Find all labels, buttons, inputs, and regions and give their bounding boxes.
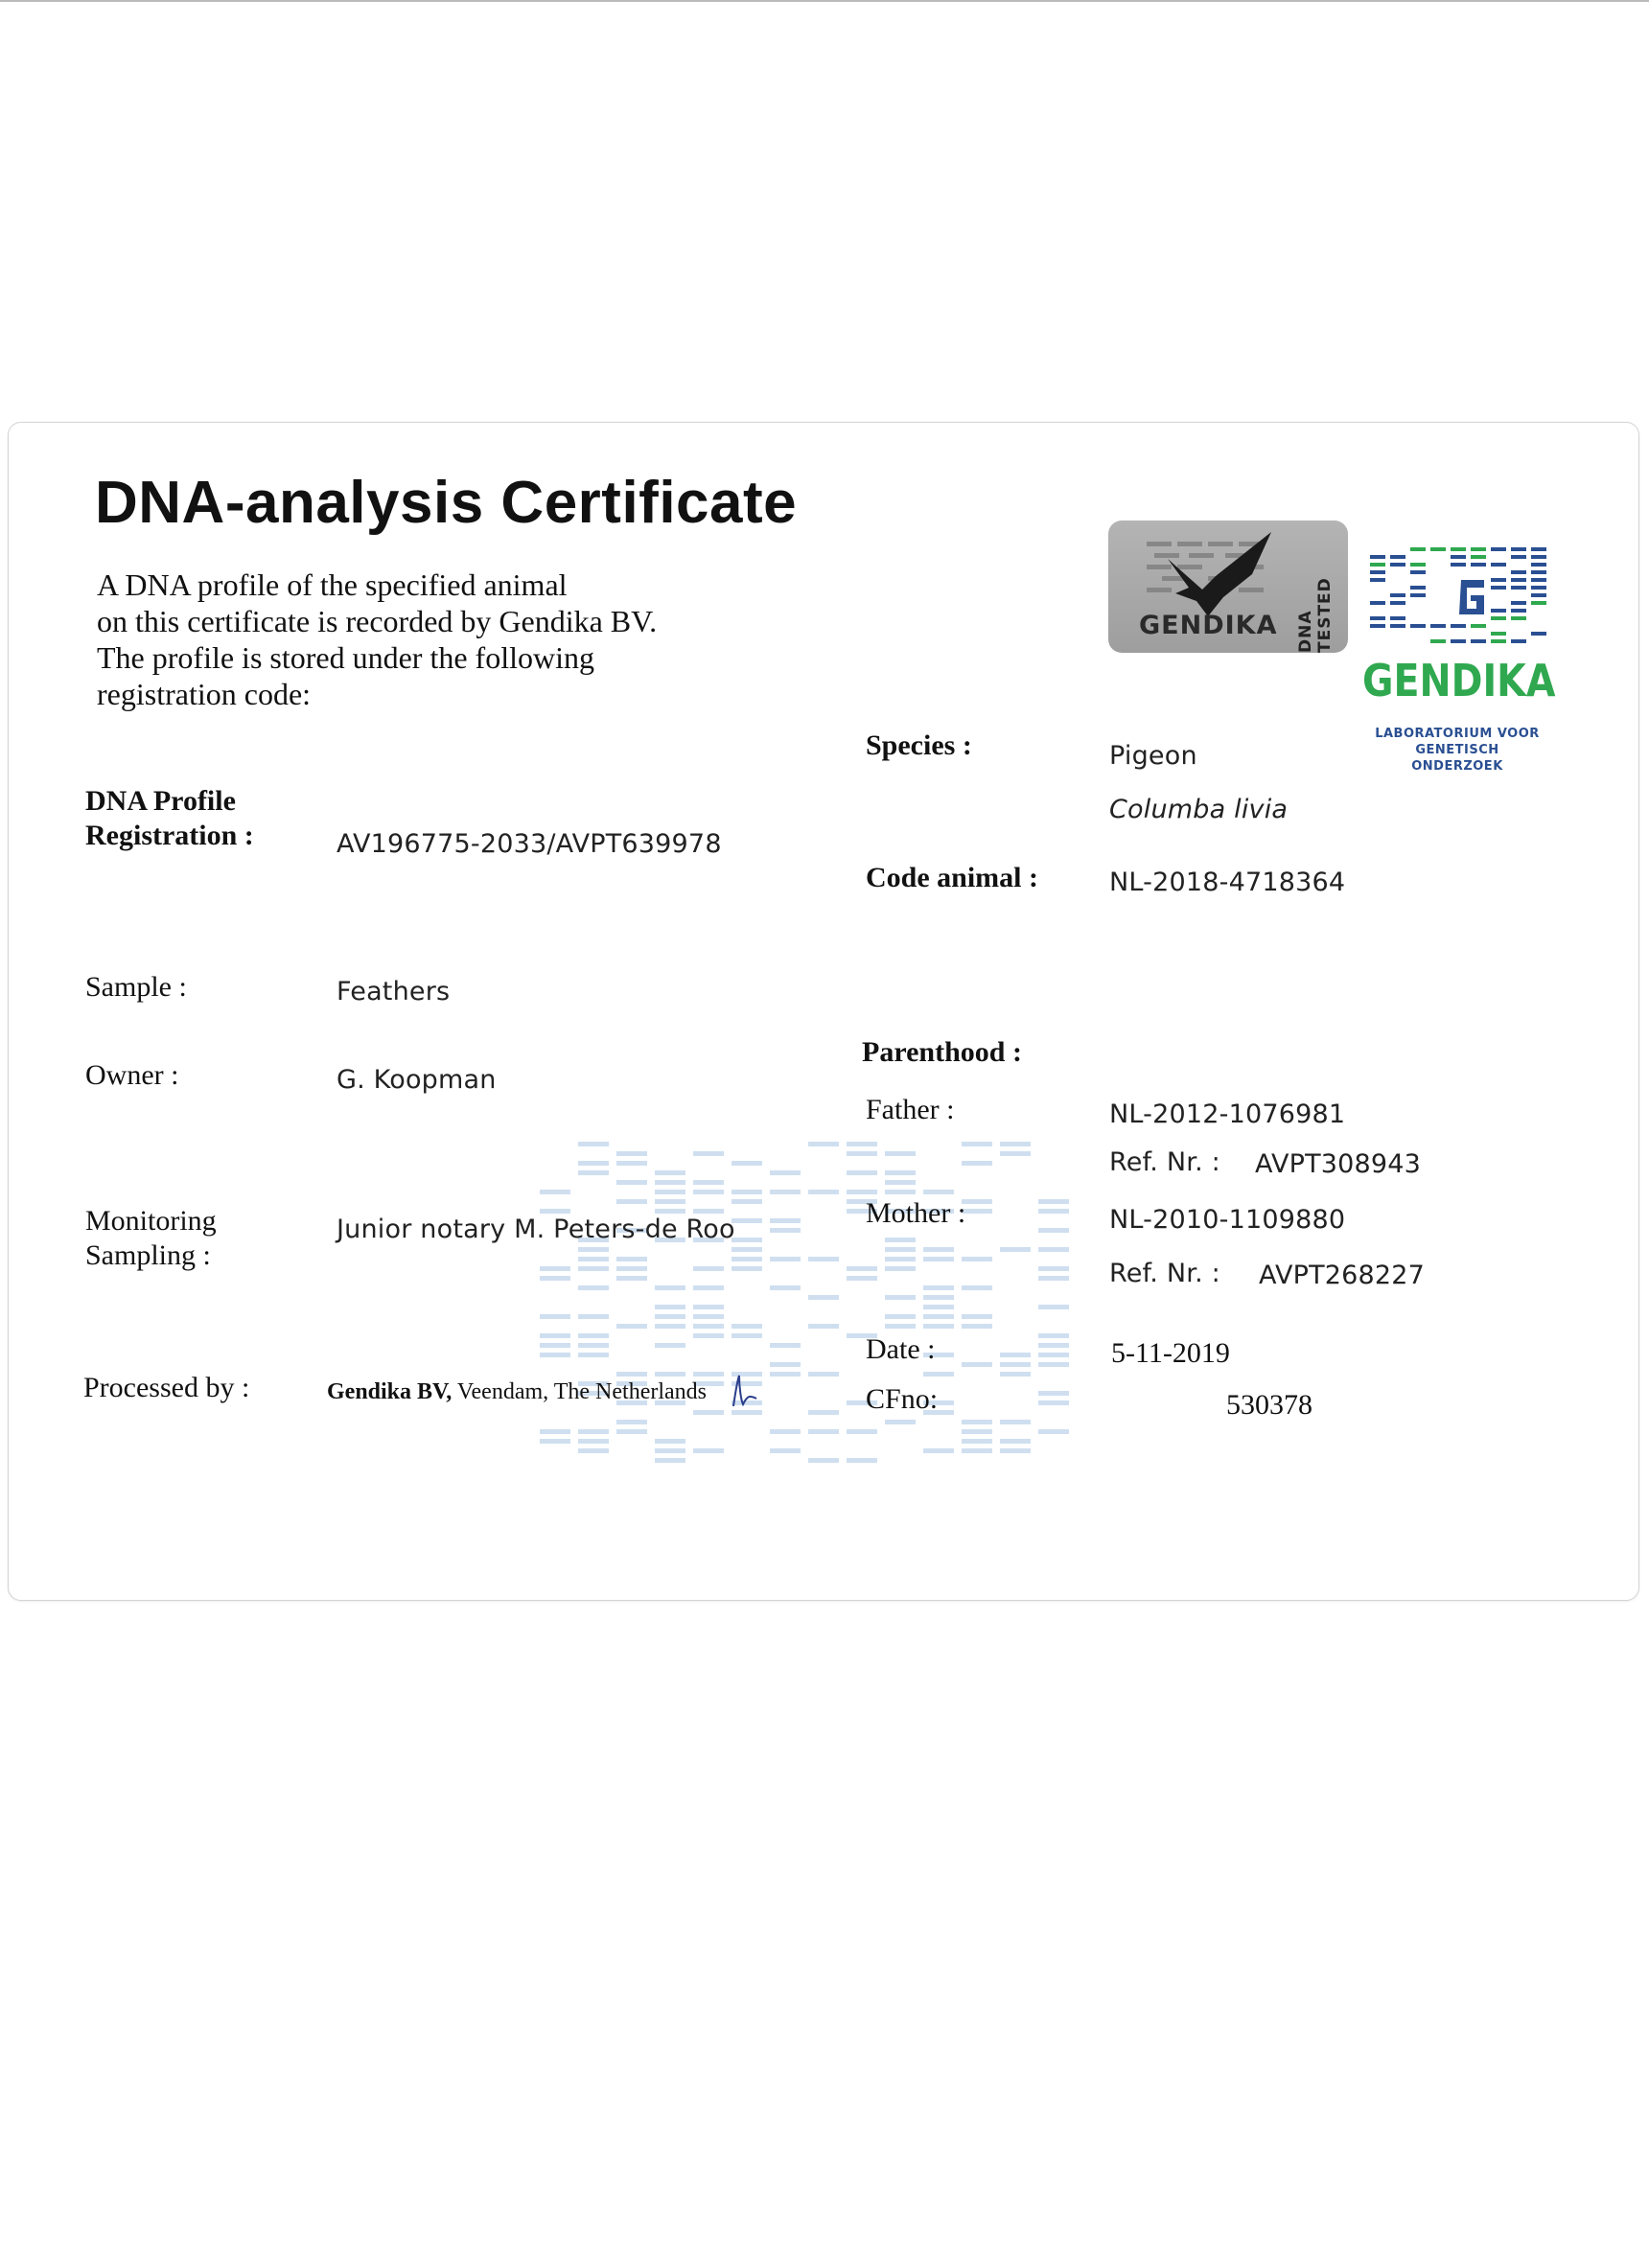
- watermark-bar: [732, 1247, 762, 1252]
- watermark-bar: [540, 1333, 570, 1338]
- watermark-bar: [962, 1314, 992, 1319]
- species-common-value: Pigeon: [1109, 741, 1197, 771]
- watermark-bar: [923, 1448, 954, 1453]
- watermark-bar: [693, 1410, 724, 1415]
- logo-bar: [1430, 624, 1446, 628]
- watermark-bar: [540, 1439, 570, 1444]
- watermark-bar: [962, 1161, 992, 1166]
- logo-bar: [1410, 624, 1426, 628]
- logo-bar: [1491, 609, 1506, 613]
- cfno-value: 530378: [1226, 1389, 1312, 1421]
- processed-label: Processed by :: [83, 1372, 250, 1403]
- logo-bar: [1390, 616, 1405, 620]
- logo-bar: [1471, 555, 1486, 559]
- certificate-title: DNA-analysis Certificate: [95, 470, 798, 536]
- watermark-bar: [808, 1324, 839, 1329]
- registration-value: AV196775-2033/AVPT639978: [337, 829, 722, 859]
- sample-value: Feathers: [337, 977, 451, 1007]
- watermark-bar: [732, 1190, 762, 1194]
- logo-bar: [1370, 578, 1385, 582]
- watermark-bar: [578, 1170, 609, 1175]
- watermark-bar: [693, 1180, 724, 1185]
- watermark-bar: [962, 1439, 992, 1444]
- watermark-bar: [1038, 1429, 1069, 1434]
- watermark-bar: [578, 1429, 609, 1434]
- watermark-bar: [770, 1228, 801, 1233]
- logo-bar: [1511, 601, 1526, 605]
- watermark-bar: [540, 1343, 570, 1348]
- processed-company: Gendika BV,: [327, 1379, 453, 1404]
- watermark-bar: [578, 1247, 609, 1252]
- sample-label: Sample :: [85, 971, 187, 1003]
- watermark-bar: [1000, 1247, 1031, 1252]
- watermark-bar: [962, 1324, 992, 1329]
- logo-bar: [1370, 601, 1385, 605]
- watermark-bar: [885, 1170, 916, 1175]
- logo-bar: [1370, 555, 1385, 559]
- watermark-bar: [616, 1180, 647, 1185]
- logo-bar: [1390, 563, 1405, 567]
- watermark-bar: [732, 1218, 762, 1223]
- watermark-bar: [540, 1209, 570, 1214]
- sampling-label: Sampling :: [85, 1239, 211, 1271]
- watermark-bar: [540, 1429, 570, 1434]
- logo-bar: [1511, 616, 1526, 620]
- watermark-bar: [847, 1276, 877, 1281]
- watermark-bar: [770, 1429, 801, 1434]
- watermark-bar: [655, 1285, 685, 1290]
- watermark-bar: [1000, 1372, 1031, 1377]
- watermark-bar: [962, 1362, 992, 1367]
- watermark-bar: [616, 1372, 647, 1377]
- watermark-bar: [885, 1247, 916, 1252]
- logo-bar: [1451, 563, 1466, 567]
- logo-bar: [1531, 578, 1546, 582]
- logo-bar: [1410, 593, 1426, 597]
- watermark-bar: [885, 1420, 916, 1424]
- watermark-bar: [962, 1257, 992, 1261]
- watermark-bar: [732, 1238, 762, 1242]
- mother-label: Mother :: [866, 1197, 966, 1229]
- father-value: NL-2012-1076981: [1109, 1099, 1346, 1129]
- watermark-bar: [616, 1266, 647, 1271]
- logo-bar: [1531, 632, 1546, 636]
- watermark-bar: [770, 1257, 801, 1261]
- watermark-bar: [655, 1209, 685, 1214]
- logo-bar: [1370, 563, 1385, 567]
- watermark-bar: [1038, 1228, 1069, 1233]
- watermark-bar: [923, 1314, 954, 1319]
- watermark-bar: [847, 1151, 877, 1156]
- watermark-bar: [962, 1448, 992, 1453]
- watermark-bar: [578, 1257, 609, 1261]
- logo-bar: [1410, 586, 1426, 590]
- watermark-bar: [1038, 1276, 1069, 1281]
- watermark-bar: [732, 1410, 762, 1415]
- watermark-bar: [923, 1247, 954, 1252]
- watermark-bar: [655, 1170, 685, 1175]
- watermark-bar: [655, 1314, 685, 1319]
- logo-bar: [1511, 578, 1526, 582]
- logo-bar: [1451, 547, 1466, 551]
- logo-bar: [1491, 632, 1506, 636]
- intro-line: on this certificate is recorded by Gendika BV.: [97, 604, 658, 638]
- watermark-bar: [962, 1199, 992, 1204]
- watermark-bar: [655, 1305, 685, 1309]
- watermark-bar: [770, 1285, 801, 1290]
- watermark-bar: [1000, 1420, 1031, 1424]
- logo-bar: [1511, 570, 1526, 574]
- watermark-bar: [578, 1142, 609, 1146]
- watermark-bar: [616, 1429, 647, 1434]
- watermark-bar: [847, 1190, 877, 1194]
- watermark-bar: [1038, 1209, 1069, 1214]
- watermark-bar: [693, 1285, 724, 1290]
- watermark-bar: [578, 1343, 609, 1348]
- watermark-bar: [962, 1429, 992, 1434]
- logo-bar: [1370, 616, 1385, 620]
- watermark-bar: [693, 1151, 724, 1156]
- watermark-bar: [923, 1372, 954, 1377]
- watermark-bar: [770, 1190, 801, 1194]
- watermark-bar: [808, 1372, 839, 1377]
- dna-tested-badge: [1108, 521, 1348, 653]
- logo-bar: [1390, 593, 1405, 597]
- logo-bar: [1531, 555, 1546, 559]
- watermark-bar: [885, 1257, 916, 1261]
- logo-bar: [1511, 609, 1526, 613]
- intro-text: [97, 567, 657, 712]
- watermark-bar: [655, 1180, 685, 1185]
- watermark-bar: [847, 1429, 877, 1434]
- code-animal-label: Code animal :: [866, 862, 1038, 893]
- lab-subtitle: [1368, 726, 1546, 775]
- parenthood-label: Parenthood :: [862, 1036, 1022, 1068]
- watermark-bar: [578, 1439, 609, 1444]
- watermark-bar: [923, 1324, 954, 1329]
- watermark-bar: [770, 1343, 801, 1348]
- watermark-bar: [655, 1372, 685, 1377]
- watermark-bar: [693, 1324, 724, 1329]
- logo-bar: [1511, 547, 1526, 551]
- watermark-bar: [1038, 1362, 1069, 1367]
- logo-bar: [1451, 624, 1466, 628]
- logo-bar: [1410, 563, 1426, 567]
- watermark-bar: [770, 1448, 801, 1453]
- watermark-bar: [923, 1285, 954, 1290]
- watermark-bar: [770, 1362, 801, 1367]
- dna-profile-label: DNA Profile: [85, 785, 236, 817]
- logo-bar: [1491, 639, 1506, 643]
- watermark-bar: [962, 1285, 992, 1290]
- watermark-bar: [770, 1218, 801, 1223]
- mother-ref-value: AVPT268227: [1259, 1261, 1426, 1290]
- code-animal-value: NL-2018-4718364: [1109, 868, 1346, 897]
- logo-bar: [1491, 586, 1506, 590]
- watermark-bar: [693, 1314, 724, 1319]
- watermark-bar: [540, 1314, 570, 1319]
- watermark-bar: [1038, 1333, 1069, 1338]
- watermark-bar: [616, 1276, 647, 1281]
- watermark-bar: [885, 1314, 916, 1319]
- watermark-bar: [885, 1266, 916, 1271]
- watermark-bar: [847, 1458, 877, 1463]
- watermark-bar: [923, 1295, 954, 1300]
- cfno-label: CFno:: [866, 1383, 939, 1415]
- logo-bar: [1531, 593, 1546, 597]
- logo-bar: [1410, 570, 1426, 574]
- watermark-bar: [578, 1161, 609, 1166]
- owner-value: G. Koopman: [337, 1065, 497, 1095]
- watermark-bar: [885, 1190, 916, 1194]
- gendika-logo-icon: [1370, 547, 1552, 649]
- owner-label: Owner :: [85, 1059, 179, 1091]
- watermark-bar: [693, 1372, 724, 1377]
- logo-bar: [1531, 601, 1546, 605]
- watermark-bar: [616, 1324, 647, 1329]
- logo-bar: [1471, 624, 1486, 628]
- monitoring-value: Junior notary M. Peters-de Roo: [337, 1215, 735, 1244]
- watermark-bar: [693, 1190, 724, 1194]
- watermark-bar: [885, 1180, 916, 1185]
- watermark-bar: [732, 1266, 762, 1271]
- species-latin-value: Columba livia: [1109, 795, 1289, 824]
- logo-bar: [1451, 639, 1466, 643]
- certificate-card: [8, 422, 1639, 1601]
- father-ref-value: AVPT308943: [1255, 1149, 1422, 1179]
- watermark-bar: [1000, 1448, 1031, 1453]
- watermark-bar: [693, 1266, 724, 1271]
- watermark-bar: [732, 1324, 762, 1329]
- logo-bar: [1491, 547, 1506, 551]
- watermark-bar: [847, 1142, 877, 1146]
- watermark-bar: [616, 1420, 647, 1424]
- watermark-bar: [885, 1295, 916, 1300]
- watermark-bar: [655, 1190, 685, 1194]
- watermark-bar: [1038, 1305, 1069, 1309]
- date-value: 5-11-2019: [1111, 1337, 1230, 1369]
- watermark-bar: [847, 1266, 877, 1271]
- logo-bar: [1531, 547, 1546, 551]
- watermark-bar: [808, 1295, 839, 1300]
- watermark-bar: [578, 1266, 609, 1271]
- watermark-bar: [885, 1324, 916, 1329]
- watermark-bar: [770, 1170, 801, 1175]
- logo-bar: [1430, 547, 1446, 551]
- watermark-bar: [655, 1343, 685, 1348]
- mother-value: NL-2010-1109880: [1109, 1205, 1346, 1235]
- watermark-bar: [808, 1190, 839, 1194]
- watermark-bar: [1000, 1353, 1031, 1357]
- lab-name: GENDIKA: [1362, 655, 1556, 706]
- watermark-bar: [923, 1190, 954, 1194]
- logo-bar: [1531, 586, 1546, 590]
- logo-bar: [1511, 586, 1526, 590]
- watermark-bar: [693, 1305, 724, 1309]
- logo-bar: [1471, 563, 1486, 567]
- watermark-bar: [540, 1190, 570, 1194]
- watermark-bar: [655, 1439, 685, 1444]
- watermark-bar: [808, 1410, 839, 1415]
- watermark-bar: [847, 1170, 877, 1175]
- watermark-bar: [808, 1257, 839, 1261]
- intro-line: registration code:: [97, 677, 312, 711]
- logo-bar: [1511, 555, 1526, 559]
- watermark-bar: [1000, 1439, 1031, 1444]
- watermark-bar: [962, 1142, 992, 1146]
- logo-bar: [1471, 547, 1486, 551]
- watermark-bar: [1038, 1199, 1069, 1204]
- watermark-bar: [808, 1142, 839, 1146]
- watermark-bar: [578, 1353, 609, 1357]
- intro-line: The profile is stored under the following: [97, 640, 594, 675]
- watermark-bar: [655, 1324, 685, 1329]
- watermark-bar: [616, 1151, 647, 1156]
- watermark-bar: [693, 1333, 724, 1338]
- watermark-bar: [540, 1276, 570, 1281]
- registration-label: Registration :: [85, 820, 254, 851]
- watermark-bar: [1038, 1353, 1069, 1357]
- watermark-bar: [732, 1333, 762, 1338]
- watermark-bar: [923, 1305, 954, 1309]
- logo-bar: [1390, 624, 1405, 628]
- watermark-bar: [1000, 1142, 1031, 1146]
- watermark-bar: [885, 1238, 916, 1242]
- watermark-bar: [693, 1209, 724, 1214]
- badge-brand: GENDIKA: [1139, 611, 1278, 640]
- logo-bar: [1491, 578, 1506, 582]
- logo-bar: [1531, 563, 1546, 567]
- watermark-bar: [578, 1285, 609, 1290]
- logo-bar: [1410, 547, 1426, 551]
- father-ref-label: Ref. Nr. :: [1109, 1147, 1220, 1177]
- watermark-bar: [655, 1458, 685, 1463]
- monitoring-label: Monitoring: [85, 1205, 217, 1237]
- watermark-bar: [616, 1161, 647, 1166]
- processed-value: [327, 1379, 707, 1405]
- watermark-bar: [578, 1448, 609, 1453]
- date-label: Date :: [866, 1333, 936, 1365]
- lab-subtitle-line: GENETISCH ONDERZOEK: [1411, 743, 1503, 774]
- watermark-bar: [962, 1209, 992, 1214]
- watermark-bar: [540, 1353, 570, 1357]
- watermark-bar: [1000, 1362, 1031, 1367]
- father-label: Father :: [866, 1094, 955, 1125]
- watermark-bar: [808, 1429, 839, 1434]
- watermark-bar: [1038, 1343, 1069, 1348]
- watermark-bar: [770, 1372, 801, 1377]
- watermark-bar: [616, 1199, 647, 1204]
- intro-line: A DNA profile of the specified animal: [97, 567, 568, 602]
- watermark-bar: [578, 1314, 609, 1319]
- logo-bar: [1370, 624, 1385, 628]
- watermark-bar: [540, 1266, 570, 1271]
- logo-bar: [1451, 555, 1466, 559]
- lab-subtitle-line: LABORATORIUM VOOR: [1375, 727, 1540, 741]
- logo-bar: [1511, 639, 1526, 643]
- badge-side-text: DNA TESTED: [1296, 577, 1335, 653]
- watermark-bar: [808, 1458, 839, 1463]
- logo-bar: [1390, 601, 1405, 605]
- scan-edge: [0, 0, 1649, 2]
- watermark-bar: [732, 1199, 762, 1204]
- watermark-bar: [1038, 1400, 1069, 1405]
- watermark-bar: [1038, 1266, 1069, 1271]
- watermark-bar: [693, 1448, 724, 1453]
- watermark-bar: [655, 1199, 685, 1204]
- watermark-bar: [732, 1257, 762, 1261]
- watermark-bar: [1000, 1151, 1031, 1156]
- watermark-bar: [923, 1257, 954, 1261]
- signature-mark: [730, 1374, 758, 1408]
- watermark-bar: [616, 1257, 647, 1261]
- watermark-bar: [885, 1151, 916, 1156]
- watermark-bar: [655, 1448, 685, 1453]
- logo-bar: [1491, 616, 1506, 620]
- logo-bar: [1390, 555, 1405, 559]
- logo-bar: [1491, 563, 1506, 567]
- watermark-bar: [578, 1333, 609, 1338]
- species-label: Species :: [866, 729, 972, 761]
- logo-bar: [1430, 639, 1446, 643]
- logo-bar: [1531, 570, 1546, 574]
- logo-bar: [1471, 639, 1486, 643]
- logo-bar: [1370, 570, 1385, 574]
- watermark-bar: [732, 1161, 762, 1166]
- watermark-bar: [1038, 1391, 1069, 1396]
- mother-ref-label: Ref. Nr. :: [1109, 1259, 1220, 1288]
- processed-location: Veendam, The Netherlands: [456, 1379, 707, 1404]
- watermark-bar: [1038, 1247, 1069, 1252]
- dna-watermark: [536, 1142, 1130, 1468]
- watermark-bar: [962, 1420, 992, 1424]
